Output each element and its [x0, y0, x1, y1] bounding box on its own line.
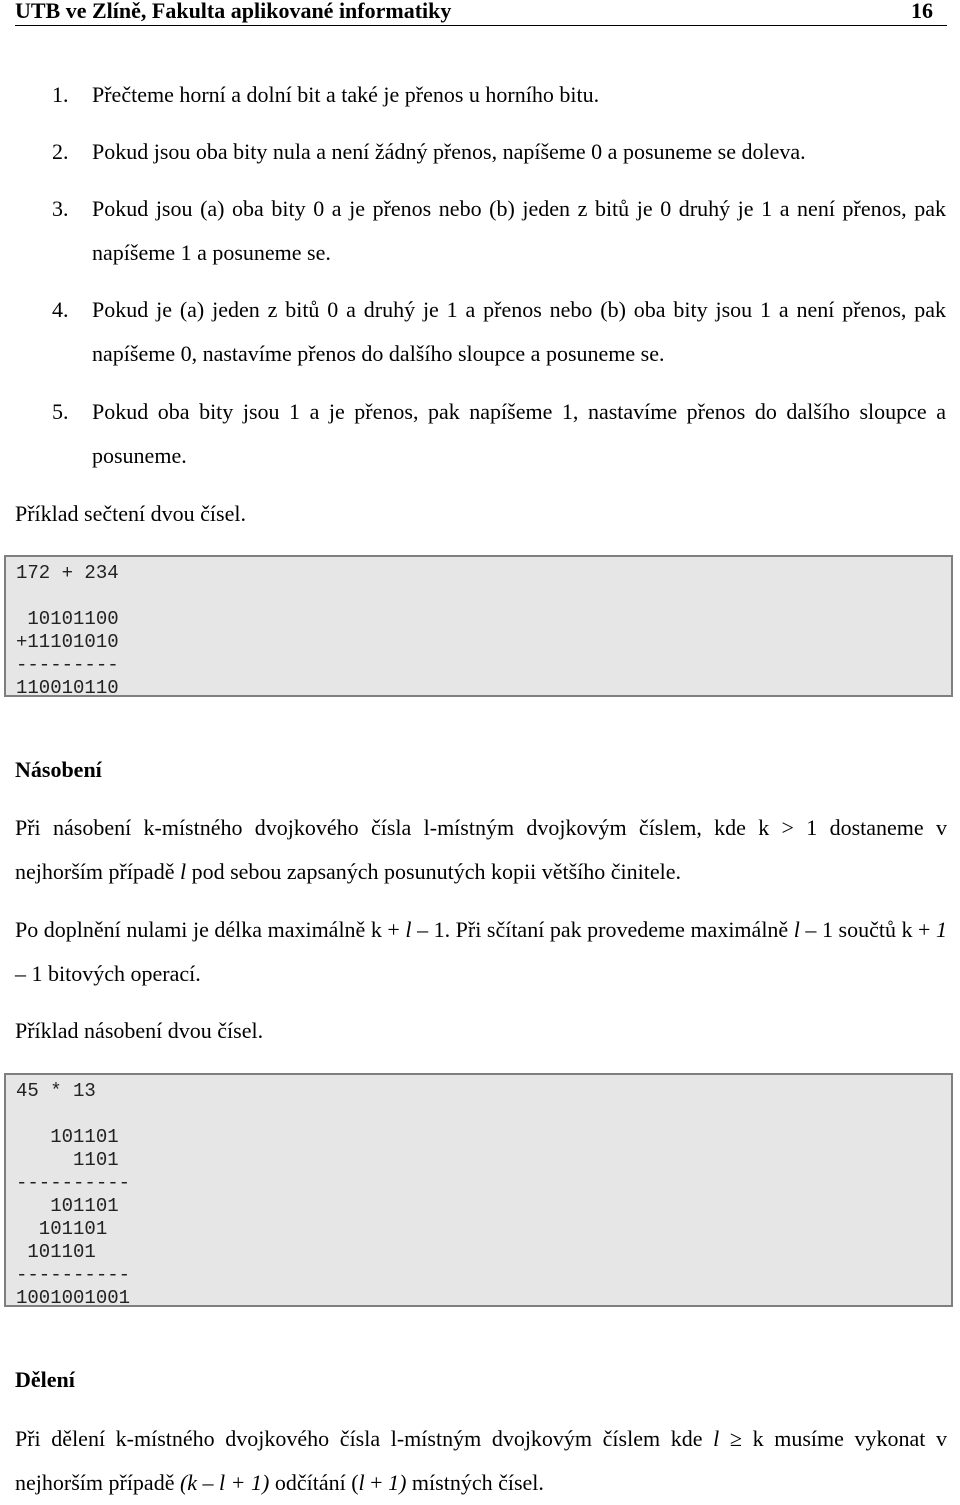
list-item: [52, 187, 946, 275]
multiplication-length-paragraph: Po doplnění nulami je délka maximálně k + l – 1. Při sčítaní pak provedeme maximálně l – 1 součtů k + 1 – 1 bitových operací.: [15, 917, 948, 986]
division-paragraph: Při dělení k-místného dvojkového čísla l-místným dvojkovým číslem kde l ≥ k musíme vykonat v nejhorším případě (k – l + 1) odčítání (l + 1) místných čísel.: [15, 1426, 947, 1495]
list-item-number: 4.: [52, 297, 69, 322]
list-item: [52, 73, 946, 117]
section-heading-multiplication: Násobení: [15, 757, 102, 782]
list-item-text: Pokud jsou (a) oba bity 0 a je přenos nebo (b) jeden z bitů je 0 druhý je 1 a není přenos, pak napíšeme 1 a posuneme se.: [92, 196, 946, 265]
addition-example-caption: Příklad sečtení dvou čísel.: [15, 501, 246, 526]
section-heading-division: Dělení: [15, 1367, 75, 1392]
page-header: [15, 0, 947, 26]
addition-code-block: 172 + 234 10101100 +11101010 --------- 110010110: [4, 555, 953, 697]
list-item-text: Pokud oba bity jsou 1 a je přenos, pak napíšeme 1, nastavíme přenos do dalšího sloupce a posuneme.: [92, 399, 946, 468]
multiplication-example-caption: Příklad násobení dvou čísel.: [15, 1018, 264, 1043]
list-item-text: Přečteme horní a dolní bit a také je přenos u horního bitu.: [92, 82, 600, 107]
list-item-number: 1.: [52, 82, 69, 107]
page-number: 16: [911, 0, 933, 23]
multiplication-code-block: 45 * 13 101101 1101 ---------- 101101 101101 101101 ---------- 1001001001: [4, 1073, 953, 1307]
list-item-text: Pokud jsou oba bity nula a není žádný přenos, napíšeme 0 a posuneme se doleva.: [92, 139, 806, 164]
header-title: UTB ve Zlíně, Fakulta aplikované informatiky: [15, 0, 452, 23]
list-item-text: Pokud je (a) jeden z bitů 0 a druhý je 1 a přenos nebo (b) oba bity jsou 1 a není přenos, pak napíšeme 0, nastavíme přenos do dalšího sloupce a posuneme se.: [92, 297, 946, 366]
multiplication-paragraph: Při násobení k-místného dvojkového čísla l-místným dvojkovým číslem, kde k > 1 dostaneme v nejhorším případě l pod sebou zapsaných posunutých kopii většího činitele.: [15, 815, 947, 884]
list-item-number: 5.: [52, 399, 69, 424]
list-item: [52, 130, 946, 174]
list-item: [52, 288, 946, 376]
list-item-number: 3.: [52, 196, 69, 221]
list-item-number: 2.: [52, 139, 69, 164]
list-item: [52, 390, 946, 478]
